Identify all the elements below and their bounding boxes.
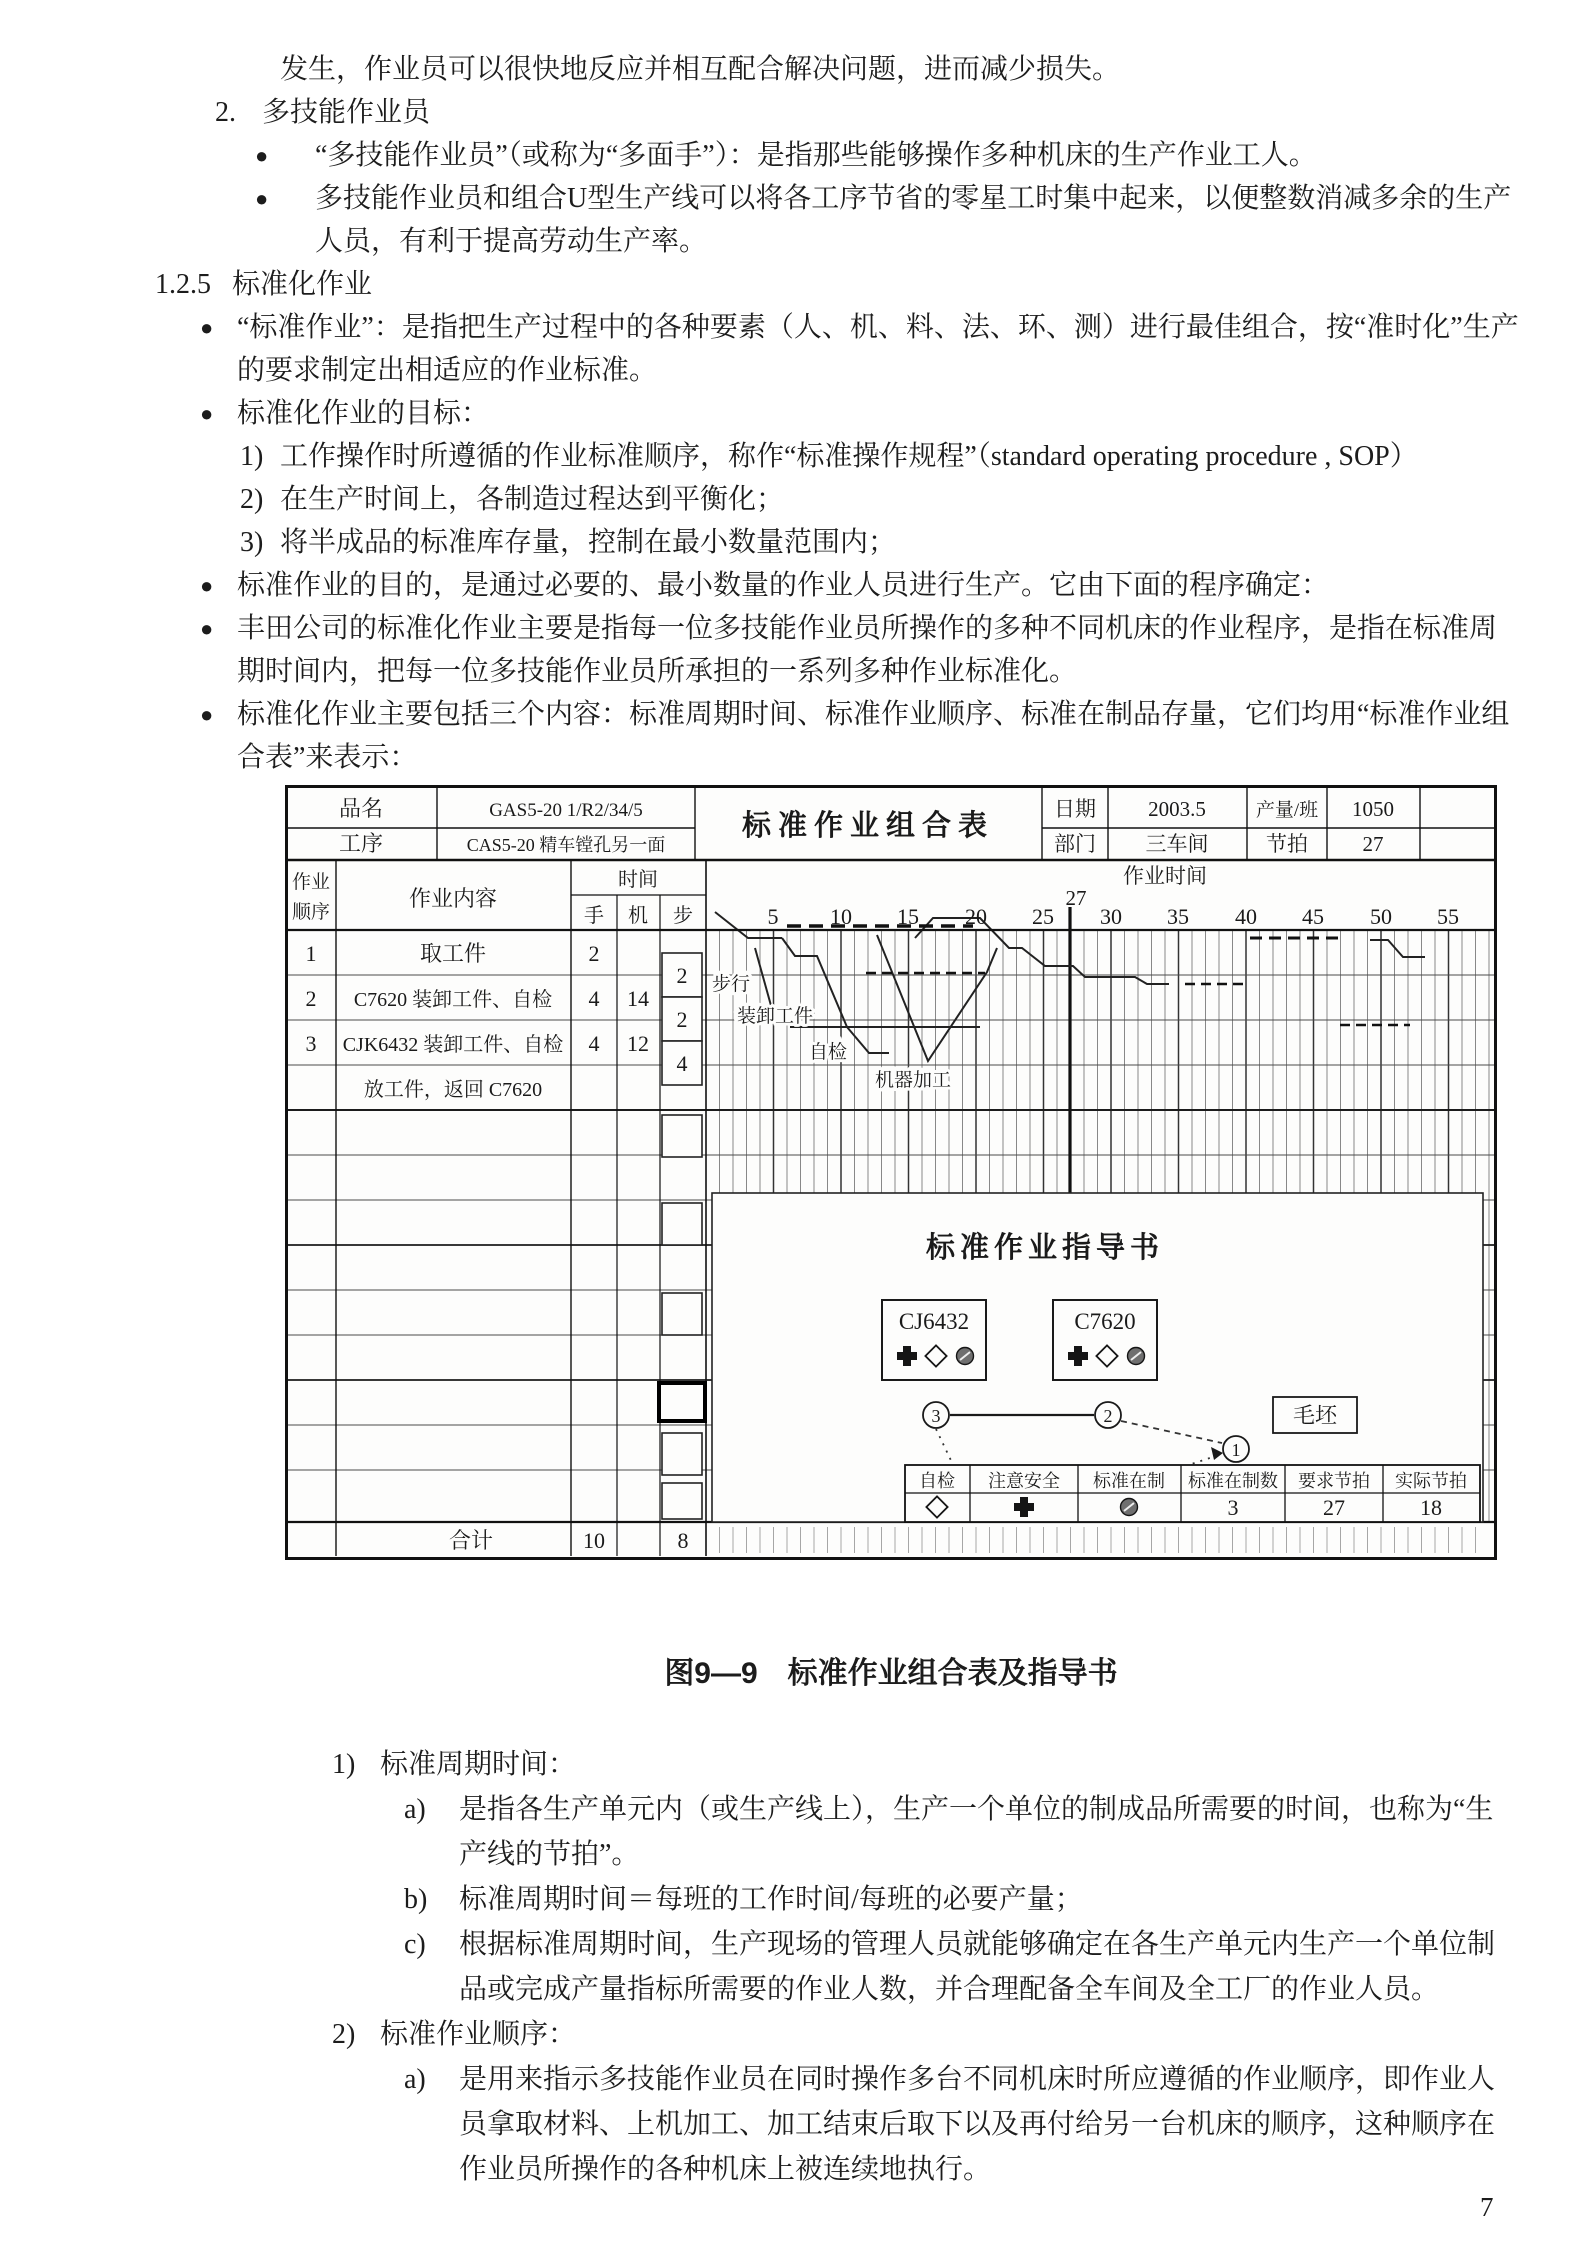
goal-item-1	[150, 435, 1520, 478]
goal-text: 在生产时间上，各制造过程达到平衡化；	[280, 484, 785, 515]
figure-svg	[285, 785, 1497, 1560]
goal-item-2	[150, 478, 1520, 521]
dept-label: 部门	[1054, 832, 1096, 856]
col-content: 作业内容	[408, 886, 498, 911]
item-letter: a)	[404, 1794, 426, 1825]
numbered-item-2	[150, 91, 1520, 134]
section-heading	[150, 263, 1520, 306]
section-bullet-5	[150, 693, 1520, 779]
row-seq: 2	[305, 986, 317, 1011]
figure-title: 标准作业组合表	[741, 810, 995, 842]
section-bullet-3	[150, 564, 1520, 607]
item-letter: c)	[404, 1929, 426, 1960]
annotation-machining: 机器加工	[875, 1070, 952, 1091]
tick-10: 10	[830, 904, 852, 929]
step-number: 1	[1231, 1440, 1241, 1460]
bottom-list	[332, 1742, 1517, 2192]
tick-30: 30	[1100, 904, 1122, 929]
annotation-walking: 步行	[712, 974, 751, 995]
legend-wipcount-value: 3	[1227, 1495, 1239, 1520]
row-hand: 4	[588, 986, 600, 1011]
bullet-text: 标准化作业主要包括三个内容：标准周期时间、标准作业顺序、标准在制品存量，它们均用“标准作业组合表”来表示：	[237, 699, 1510, 773]
bullet-text: “多技能作业员”（或称为“多面手”）：是指那些能够操作多种机床的生产作业工人。	[315, 140, 1317, 171]
blank-label: 毛坯	[1292, 1403, 1338, 1428]
legend-wipcount-label: 标准在制数	[1188, 1471, 1278, 1491]
item-letter: b)	[404, 1884, 428, 1915]
item-number: 2)	[240, 484, 264, 515]
tick-45: 45	[1302, 904, 1324, 929]
item-text: 根据标准周期时间，生产现场的管理人员就能够确定在各生产单元内生产一个单位制品或完成产量指标所需要的作业人数，并合理配备全车间及全工厂的作业人员。	[459, 1929, 1496, 2005]
col-walk: 步	[673, 905, 693, 927]
col-optime: 作业时间	[1123, 864, 1207, 888]
row-content: CJK6432 装卸工件、自检	[342, 1034, 564, 1056]
section-number: 1.2.5	[155, 269, 211, 300]
bullet-icon: ●	[200, 616, 214, 641]
tick-15: 15	[897, 904, 919, 929]
process-value: CAS5-20 精车镗孔另一面	[466, 835, 666, 855]
tick-35: 35	[1167, 904, 1189, 929]
row-seq: 3	[305, 1031, 317, 1056]
wip-circle-icon	[957, 1348, 974, 1365]
list-item-2	[332, 2012, 1517, 2057]
row-machine: 12	[627, 1031, 649, 1056]
walk-value: 2	[676, 963, 688, 988]
col-hand: 手	[584, 905, 604, 927]
step-number: 3	[931, 1406, 941, 1426]
tick-55: 55	[1437, 904, 1459, 929]
carry-over-line	[150, 48, 1520, 91]
output-label: 产量/班	[1255, 800, 1319, 821]
figure-standard-work-sheet	[285, 785, 1497, 1560]
bullet-icon: ●	[255, 186, 269, 211]
section-bullet-1	[150, 306, 1520, 392]
total-walk: 8	[677, 1528, 689, 1553]
row-seq: 1	[305, 941, 317, 966]
tick-27: 27	[1065, 886, 1087, 910]
item-text: 是用来指示多技能作业员在同时操作多台不同机床时所应遵循的作业顺序，即作业人员拿取材料、上机加工、加工结束后取下以及再付给另一台机床的顺序，这种顺序在作业员所操作的各种机床上被连续地执行。	[459, 2064, 1496, 2185]
legend-reqtakt-value: 27	[1323, 1495, 1345, 1520]
col-time: 时间	[618, 869, 658, 891]
bullet-text: “标准作业”：是指把生产过程中的各种要素（人、机、料、法、环、测）进行最佳组合，按“准时化”生产的要求制定出相适应的作业标准。	[237, 312, 1519, 386]
takt-label: 节拍	[1266, 832, 1308, 856]
bullet-text: 多技能作业员和组合U型生产线可以将各工序节省的零星工时集中起来，以便整数消减多余的生产人员，有利于提高劳动生产率。	[315, 183, 1512, 257]
bullet-text: 标准作业的目的，是通过必要的、最小数量的作业人员进行生产。它由下面的程序确定：	[237, 570, 1330, 601]
section-title: 标准化作业	[232, 269, 373, 300]
total-label: 合计	[448, 1528, 494, 1553]
tick-5: 5	[767, 904, 779, 929]
row-content: C7620 装卸工件、自检	[353, 989, 553, 1011]
intro-bullet-1	[150, 134, 1520, 177]
wip-circle-icon	[1121, 1499, 1138, 1516]
item-text: 是指各生产单元内（或生产线上），生产一个单位的制成品所需要的时间，也称为“生产线的节拍”。	[459, 1794, 1494, 1870]
machine-left-label: CJ6432	[898, 1309, 970, 1334]
annotation-selfcheck: 自检	[809, 1042, 848, 1063]
legend-safety-label: 注意安全	[988, 1471, 1060, 1491]
item-number: 2)	[332, 2019, 356, 2050]
section-bullet-4	[150, 607, 1520, 693]
tick-40: 40	[1235, 904, 1257, 929]
step-number: 2	[1103, 1406, 1113, 1426]
tick-50: 50	[1370, 904, 1392, 929]
product-label: 品名	[338, 796, 384, 821]
bullet-icon: ●	[200, 315, 214, 340]
col-seq-line2: 顺序	[291, 902, 331, 923]
item-title: 标准周期时间：	[380, 1749, 577, 1780]
bullet-text: 丰田公司的标准化作业主要是指每一位多技能作业员所操作的多种不同机床的作业程序，是指在标准周期时间内，把每一位多技能作业员所承担的一系列多种作业标准化。	[237, 613, 1498, 687]
instruction-title: 标准作业指导书	[925, 1232, 1165, 1264]
tick-25: 25	[1032, 904, 1054, 929]
row-hand: 4	[588, 1031, 600, 1056]
list-item-1a	[332, 1787, 1517, 1877]
section-bullet-2	[150, 392, 1520, 435]
list-item-1	[332, 1742, 1517, 1787]
wip-circle-icon	[1128, 1348, 1145, 1365]
item-title: 多技能作业员	[262, 97, 431, 128]
bullet-icon: ●	[200, 401, 214, 426]
list-item-2a	[332, 2057, 1517, 2192]
bullet-text: 标准化作业的目标：	[237, 398, 490, 429]
row-content: 取工件	[419, 941, 487, 966]
bullet-icon: ●	[200, 702, 214, 727]
item-number: 1)	[332, 1749, 356, 1780]
goal-text: 工作操作时所遵循的作业标准顺序，称作“标准操作规程”（standard operating procedure , SOP）	[280, 441, 1418, 472]
item-number: 3)	[240, 527, 264, 558]
figure-caption: 图9—9 标准作业组合表及指导书	[664, 1657, 1118, 1690]
item-text: 标准周期时间＝每班的工作时间/每班的必要产量；	[459, 1884, 1083, 1915]
item-number: 1)	[240, 441, 264, 472]
takt-value: 27	[1362, 832, 1384, 856]
bullet-icon: ●	[200, 573, 214, 598]
list-item-1c	[332, 1922, 1517, 2012]
output-value: 1050	[1352, 797, 1394, 821]
walk-values	[677, 963, 688, 1076]
legend-reqtakt-label: 要求节拍	[1298, 1471, 1370, 1491]
annotation-loading: 装卸工件	[737, 1006, 814, 1027]
walk-boxes	[659, 953, 705, 1519]
date-label: 日期	[1054, 797, 1096, 821]
row-machine: 14	[627, 986, 649, 1011]
page-number: 7	[1480, 2192, 1494, 2222]
walk-value: 2	[676, 1007, 688, 1032]
process-label: 工序	[338, 831, 384, 856]
col-machine: 机	[628, 905, 648, 927]
legend-wip-label: 标准在制	[1093, 1471, 1165, 1491]
item-number: 2.	[215, 97, 236, 128]
intro-bullet-2	[150, 177, 1520, 263]
row-content: 放工件，返回 C7620	[363, 1079, 543, 1101]
date-value: 2003.5	[1148, 797, 1206, 821]
walk-value: 4	[676, 1051, 688, 1076]
paragraph-text: 发生，作业员可以很快地反应并相互配合解决问题，进而减少损失。	[280, 54, 1121, 85]
tick-20: 20	[965, 904, 987, 929]
bullet-icon: ●	[255, 143, 269, 168]
body-text	[150, 48, 1520, 779]
item-letter: a)	[404, 2064, 426, 2095]
goal-item-3	[150, 521, 1520, 564]
total-hand: 10	[583, 1528, 605, 1553]
product-value: GAS5-20 1/R2/34/5	[489, 800, 643, 821]
legend-selfcheck-label: 自检	[919, 1471, 955, 1491]
legend-acttakt-value: 18	[1420, 1495, 1442, 1520]
legend-acttakt-label: 实际节拍	[1395, 1471, 1467, 1491]
legend-table	[905, 1465, 1480, 1522]
list-item-1b	[332, 1877, 1517, 1922]
col-seq-line1: 作业	[291, 872, 331, 893]
dept-value: 三车间	[1145, 832, 1209, 856]
goal-text: 将半成品的标准库存量，控制在最小数量范围内；	[280, 527, 897, 558]
machine-right-label: C7620	[1074, 1309, 1136, 1334]
row-hand: 2	[588, 941, 600, 966]
item-title: 标准作业顺序：	[380, 2019, 577, 2050]
